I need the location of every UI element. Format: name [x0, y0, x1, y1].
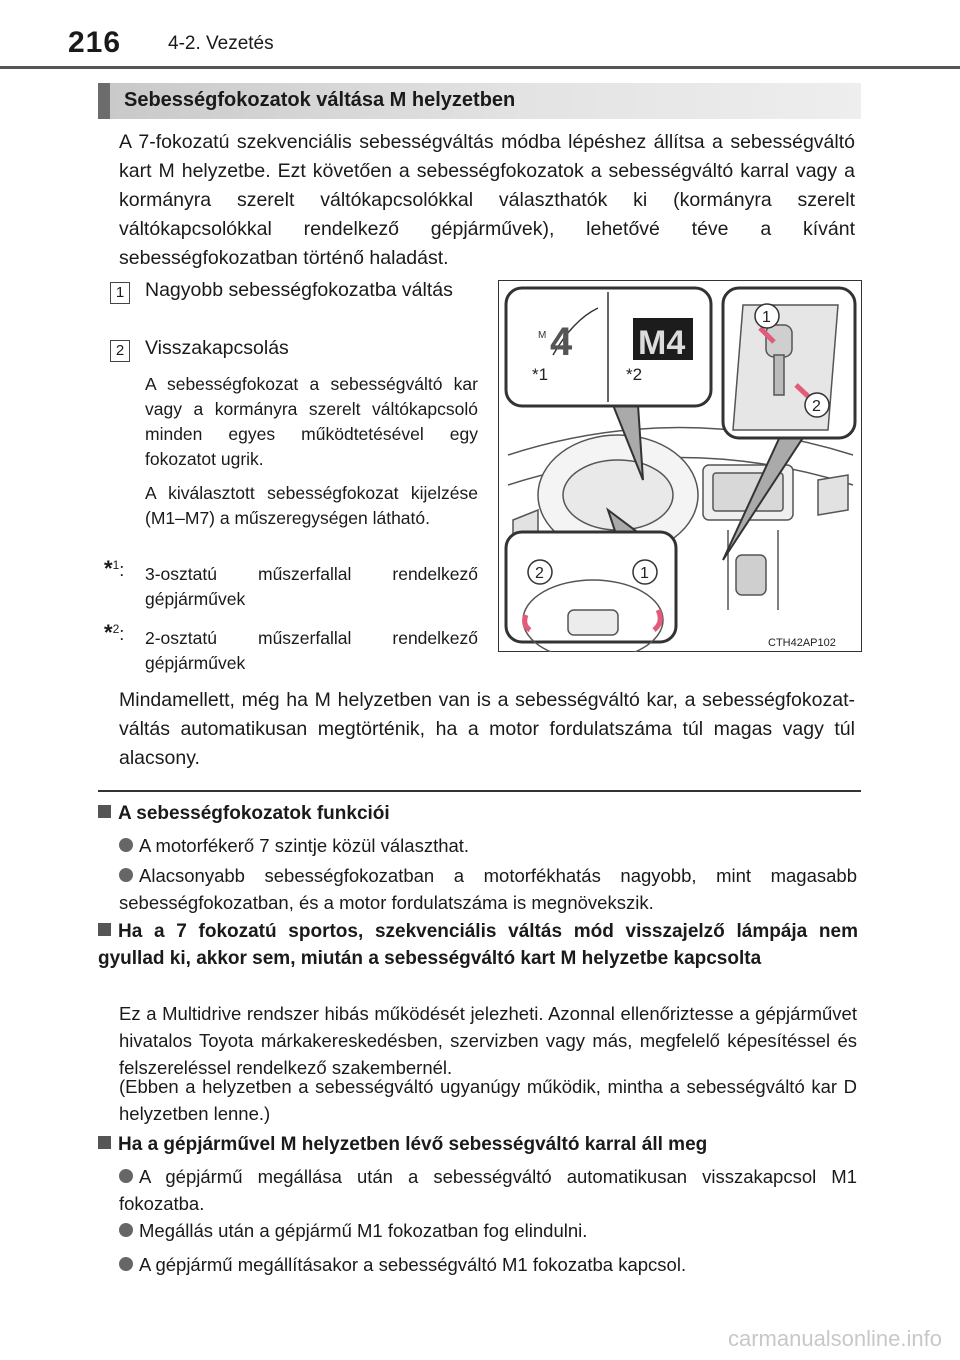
note-gear-step: A sebességfokozat a sebességváltó kar vagy a kormányra szerelt váltókapcsoló minden egyes működtetésével egy fokozatot ugrik. [145, 374, 478, 469]
figure-shift-illustration [498, 280, 862, 652]
subsection-heading-3: Ha a gépjárművel M helyzetben lévő sebességváltó karral áll meg [98, 1131, 858, 1158]
panel1-star: *1 [532, 365, 549, 384]
item-number-2: 2 [110, 340, 130, 362]
bullet-3-2: Megállás után a gépjármű M1 fokozatban fog elindulni. [119, 1217, 857, 1244]
bullet-3-3: A gépjármű megállításakor a sebességváltó M1 fokozatba kapcsol. [119, 1251, 857, 1278]
figure-code: CTH42AP102 [768, 637, 836, 649]
item-downshift: Visszakapcsolás [145, 337, 289, 359]
page-number: 216 [68, 26, 122, 59]
note-gear-display: A kiválasztott sebességfokozat kijelzése (M1–M7) a műszeregységen látható. [145, 483, 478, 528]
item-number-1: 1 [110, 282, 130, 304]
section-heading: Sebességfokozatok váltása M helyzetben [98, 83, 861, 119]
bullet-1-2: Alacsonyabb sebességfokozatban a motorfékhatás nagyobb, mint magasabb sebességfokozatban, és a motor fordulatszáma is megnövekszik. [119, 865, 857, 913]
lever-callout-2: 2 [812, 398, 821, 415]
bullet-1-1: A motorfékerő 7 szintje közül választhat. [119, 832, 857, 859]
subsection-2-body: Ez a Multidrive rendszer hibás működését jelezheti. Azonnal ellenőriztesse a gépjárművet hivatalos Toyota márkakereskedésben, szervizben vagy más, megfelelő képesítéssel és felszereléssel rendelkező szakembernél. [119, 1003, 857, 1078]
subsection-heading-2: Ha a 7 fokozatú sportos, szekvenciális váltás mód visszajelző lámpája nem gyullad ki, akkor sem, miután a sebességváltó kart M helyzetbe kapcsolta [98, 921, 858, 969]
item-upshift: Nagyobb sebességfokozatba váltás [145, 279, 453, 301]
paddle-callout-1: 1 [640, 565, 649, 582]
chapter-title: 4-2. Vezetés [168, 33, 274, 54]
footnote-2-marker: *$^2$: [104, 620, 125, 645]
watermark: carmanualsonline.info [727, 1326, 942, 1351]
paddle-callout-2: 2 [535, 565, 544, 582]
intro-paragraph: A 7-fokozatú szekvenciális sebességváltás módba lépéshez állítsa a sebességváltó kart M helyzetbe. Ezt követően a sebességfokozatok a sebességváltó karral vagy a kormányra szerelt váltókapcsolókkal választhatók ki (kormányra szerelt váltókapcsolókkal rendelkező gépjárművek), lehetővé téve a kívánt sebességfokozatban történő haladást. [119, 131, 855, 269]
panel2-star: *2 [626, 365, 643, 384]
panel2-display: M4 [638, 324, 686, 362]
subsection-2-note: (Ebben a helyzetben a sebességváltó ugyanúgy működik, mintha a sebességváltó kar D helyzetben lenne.) [119, 1076, 857, 1124]
footnote-1-text: 3-osztatú műszerfallal rendelkező gépjárművek [145, 564, 478, 609]
section-divider [98, 790, 861, 792]
footnote-1-marker: *$^1$: [104, 556, 125, 581]
subsection-heading-1: A sebességfokozatok funkciói [98, 800, 858, 827]
panel1-gear-digit: 4 [550, 320, 573, 364]
header-rule [0, 66, 960, 69]
panel1-m-label: M [538, 330, 547, 341]
outro-paragraph: Mindamellett, még ha M helyzetben van is a sebességváltó kar, a sebességfokozat-váltás automatikusan megtörténik, ha a motor fordulatszáma túl magas vagy túl alacsony. [119, 689, 855, 769]
bullet-3-1: A gépjármű megállása után a sebességváltó automatikusan visszakapcsol M1 fokozatba. [119, 1166, 857, 1214]
footnote-2-text: 2-osztatú műszerfallal rendelkező gépjárművek [145, 628, 478, 673]
lever-callout-1: 1 [762, 309, 771, 326]
